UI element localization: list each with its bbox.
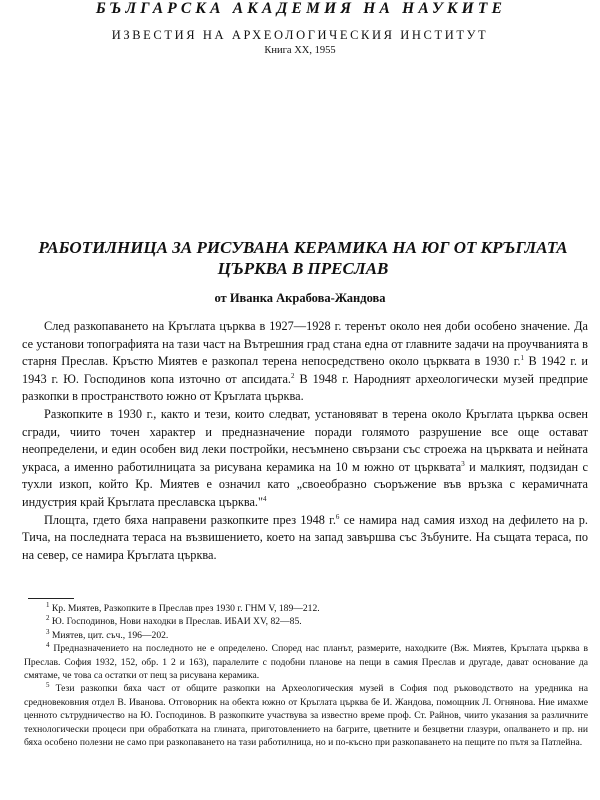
paragraph-text: Площта, гдето бяха направени разкопките през 1948 г.	[44, 512, 336, 527]
paragraph-text: се намира над самия изход на дефилето на р. Тича, на последната тераса на възвишението, което на запад завършва със Зъбуните. На същата тераса, по на север, се намира Кръглата църква.	[22, 512, 588, 562]
footnote-number: 3	[46, 627, 50, 636]
paragraph-text: В 1948 г. Народният археологически музей предприе разкопки в пространството южно от Кръглата църква.	[22, 371, 588, 404]
footnote-divider	[28, 598, 74, 599]
footnote	[24, 615, 588, 628]
paragraph-text: и малкият, подзидан с тухли изкоп, който Кр. Миятев е означил като „своеобразно съоръжение във връзка с керамичната индустрия край Кръглата преславска църква."	[22, 459, 588, 509]
footnote-ref: 4	[263, 494, 267, 503]
volume-info: Книга XX, 1955	[264, 45, 336, 56]
footnote	[24, 682, 588, 749]
footnotes	[24, 602, 588, 749]
footnote-number: 5	[46, 681, 50, 690]
footnote-text: Тези разкопки бяха част от общите разкопки на Археологическия музей в София под ръководството на уредника на средновековния отдел В. Иванова. Отговорник на обекта южно от Кръглата църква бе И. Жандова, помощник Л. Огнянова. Ние имахме ценното сътрудничество на Ю. Господинов. В разкопките участвува за известно време проф. Ст. Райнов, чиито указания за различните технологически процеси при обработката на глината, приготовлението на багрите, цветните и безцветни глазури, опалването и пр. ни бяха особено полезни не само при разкопаването на тази работилница, но и по-късно при разкопаването на пещите по пътя за Патлейна.	[24, 683, 588, 749]
article-body	[22, 318, 588, 564]
footnote-ref: 6	[335, 512, 340, 521]
footnote	[24, 602, 588, 615]
paragraph	[22, 406, 588, 512]
paragraph-text: След разкопаването на Кръглата църква в 1927—1928 г. теренът около нея доби особено значение. Да се установи топографията на тази част на Вътрешния град стана една от главните задачи на проучванията в старня Преслав. Кръстю Миятев е разкопал терена непосредствено около църквата в 1930 г.	[22, 319, 588, 369]
article-author: от Иванка Акрабова-Жандова	[214, 291, 386, 305]
paragraph	[22, 318, 588, 406]
footnote-number: 1	[46, 600, 50, 609]
footnote-ref: 2	[291, 371, 295, 380]
footnote	[24, 629, 588, 642]
footnote-text: Ю. Господинов, Нови находки в Преслав. ИБАИ XV, 82—85.	[51, 616, 302, 628]
footnote-number: 4	[46, 641, 50, 650]
journal-title: ИЗВЕСТИЯ НА АРХЕОЛОГИЧЕСКИЯ ИНСТИТУТ	[111, 28, 489, 42]
paragraph-text: Разкопките в 1930 г., както и тези, които следват, установяват в терена около Кръглата църква освен сгради, чиито точен характер и предназначение поради голямото разрушение все още остават неопределени, и един особен вид леки постройки, несъмнено свързани със строежа на църквата и нейната украса, а именно работилницата за рисувана керамика на 10 м южно от църквата	[22, 406, 588, 474]
footnote-ref: 1	[520, 354, 525, 363]
article-title: РАБОТИЛНИЦА ЗА РИСУВАНА КЕРАМИКА НА ЮГ ОТ КРЪГЛАТА ЦЪРКВА В ПРЕСЛАВ	[38, 238, 568, 278]
paragraph-text: В 1942 г. и 1943 г. Ю. Господинов копа източно от апсидата.	[22, 354, 589, 386]
footnote-ref: 3	[461, 459, 465, 468]
paragraph	[22, 512, 588, 565]
footnote-text: Кр. Миятев, Разкопките в Преслав през 1930 г. ГНМ V, 189—212.	[51, 603, 320, 614]
footnote-number: 2	[46, 614, 50, 623]
footnote-text: Миятев, цит. съч., 196—202.	[51, 629, 169, 641]
academy-header: БЪЛГАРСКА АКАДЕМИЯ НА НАУКИТЕ	[95, 0, 507, 17]
footnote	[24, 642, 588, 682]
footnote-text: Предназначението на последното не е определено. Според нас планът, размерите, находките (Вж. Миятев, Кръглата църква в Преслав. София 1932, 152, обр. 1 2 и 163), паралелите с подобни планове на пещи в самия Преслав и другаде, дават основание да смятаме, че това са остатки от пещ за рисувана керамика.	[24, 643, 588, 682]
